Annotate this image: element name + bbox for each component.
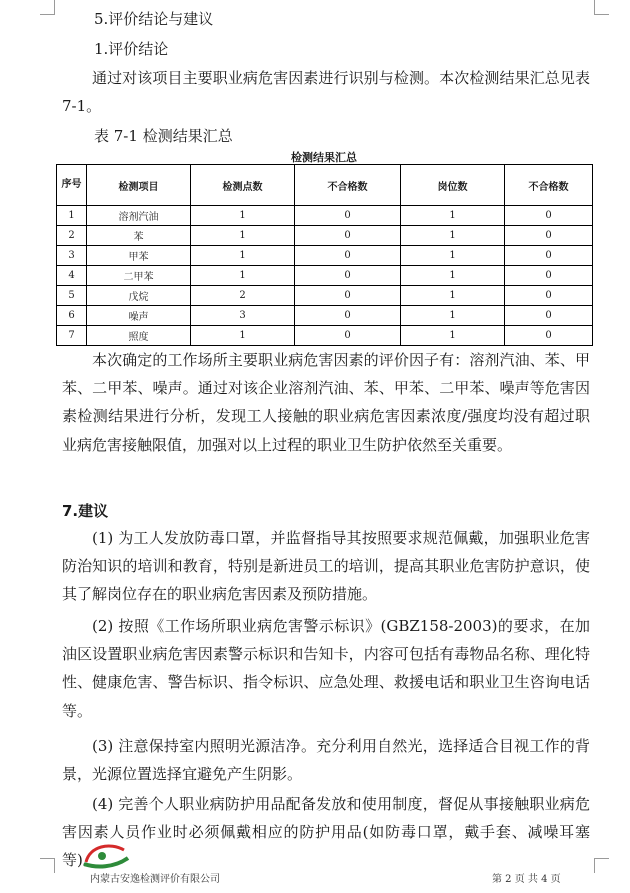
cell-posts: 1 — [401, 326, 505, 346]
recommendation-item: (2) 按照《工作场所职业病危害警示标识》(GBZ158-2003)的要求，在加油区设置职业病危害因素警示标识和告知卡，内容可包括有毒物品名称、理化特性、健康危害、警告标识、指令标识、应急处理、救援电话和职业卫生咨询电话等。 — [62, 617, 590, 720]
cell-index: 6 — [57, 306, 87, 326]
table-row — [57, 326, 593, 346]
cell-points: 1 — [191, 326, 295, 346]
cell-unqualified: 0 — [505, 326, 593, 346]
cell-points: 1 — [191, 226, 295, 246]
table-row — [57, 206, 593, 226]
cell-item: 溶剂汽油 — [87, 206, 191, 226]
cell-unqualified: 0 — [505, 246, 593, 266]
cell-points: 3 — [191, 306, 295, 326]
header-index: 序号 — [57, 165, 87, 206]
header-points: 检测点数 — [191, 165, 295, 206]
cell-item: 戊烷 — [87, 286, 191, 306]
cell-unqualified: 0 — [295, 306, 401, 326]
company-logo-icon — [80, 838, 134, 872]
cell-posts: 1 — [401, 286, 505, 306]
cell-index: 5 — [57, 286, 87, 306]
cell-posts: 1 — [401, 246, 505, 266]
table-row — [57, 306, 593, 326]
cell-item: 照度 — [87, 326, 191, 346]
table-row — [57, 226, 593, 246]
results-table — [56, 164, 593, 346]
intro-paragraph: 通过对该项目主要职业病危害因素进行识别与检测。本次检测结果汇总见表 7-1。 — [62, 69, 590, 116]
table-row — [57, 266, 593, 286]
page-corner-mark — [594, 858, 609, 873]
header-unqualified: 不合格数 — [505, 165, 593, 206]
cell-unqualified: 0 — [505, 206, 593, 226]
cell-posts: 1 — [401, 206, 505, 226]
cell-unqualified: 0 — [295, 206, 401, 226]
cell-unqualified: 0 — [505, 306, 593, 326]
cell-unqualified: 0 — [505, 266, 593, 286]
conclusion-paragraph: 本次确定的工作场所主要职业病危害因素的评价因子有：溶剂汽油、苯、甲苯、二甲苯、噪声。通过对该企业溶剂汽油、苯、甲苯、二甲苯、噪声等危害因素检测结果进行分析，发现工人接触的职业病危害因素浓度/强度均没有超过职业病危害接触限值，加强对以上过程的职业卫生防护依然至关重要。 — [62, 351, 590, 454]
cell-item: 甲苯 — [87, 246, 191, 266]
cell-unqualified: 0 — [295, 226, 401, 246]
table-row — [57, 246, 593, 266]
header-item: 检测项目 — [87, 165, 191, 206]
page-corner-mark — [40, 0, 55, 15]
page-corner-mark — [40, 858, 55, 873]
cell-index: 3 — [57, 246, 87, 266]
cell-unqualified: 0 — [295, 326, 401, 346]
recommendation-item: (1) 为工人发放防毒口罩，并监督指导其按照要求规范佩戴，加强职业危害防治知识的培训和教育，特别是新进员工的培训，提高其职业危害防护意识，使其了解岗位存在的职业病危害因素及预防措施。 — [62, 529, 590, 604]
cell-posts: 1 — [401, 306, 505, 326]
cell-unqualified: 0 — [505, 226, 593, 246]
cell-index: 2 — [57, 226, 87, 246]
cell-item: 二甲苯 — [87, 266, 191, 286]
cell-unqualified: 0 — [295, 286, 401, 306]
recommendation-item: (3) 注意保持室内照明光源洁净。充分利用自然光，选择适合目视工作的背景，光源位置选择宜避免产生阴影。 — [62, 737, 590, 784]
header-unqualified: 不合格数 — [295, 165, 401, 206]
cell-index: 7 — [57, 326, 87, 346]
table-header-row — [57, 165, 593, 206]
table-caption: 表 7-1 检测结果汇总 — [94, 127, 233, 145]
table-title: 检测结果汇总 — [291, 151, 357, 164]
subsection-heading: 1.评价结论 — [94, 40, 169, 58]
section-heading: 5.评价结论与建议 — [94, 10, 214, 28]
cell-unqualified: 0 — [505, 286, 593, 306]
recommend-heading: 7.建议 — [62, 502, 109, 520]
cell-posts: 1 — [401, 266, 505, 286]
header-posts: 岗位数 — [401, 165, 505, 206]
table-row — [57, 286, 593, 306]
cell-points: 1 — [191, 246, 295, 266]
cell-index: 1 — [57, 206, 87, 226]
recommendation-item: (4) 完善个人职业病防护用品配备发放和使用制度，督促从事接触职业病危害因素人员作业时必须佩戴相应的防护用品(如防毒口罩，戴手套、减噪耳塞等)。 — [62, 795, 590, 870]
footer-company: 内蒙古安逸检测评价有限公司 — [90, 874, 220, 885]
cell-index: 4 — [57, 266, 87, 286]
footer-page-info: 第 2 页 共 4 页 — [492, 874, 561, 885]
cell-posts: 1 — [401, 226, 505, 246]
cell-unqualified: 0 — [295, 266, 401, 286]
cell-points: 2 — [191, 286, 295, 306]
cell-points: 1 — [191, 266, 295, 286]
cell-unqualified: 0 — [295, 246, 401, 266]
cell-item: 噪声 — [87, 306, 191, 326]
cell-item: 苯 — [87, 226, 191, 246]
cell-points: 1 — [191, 206, 295, 226]
